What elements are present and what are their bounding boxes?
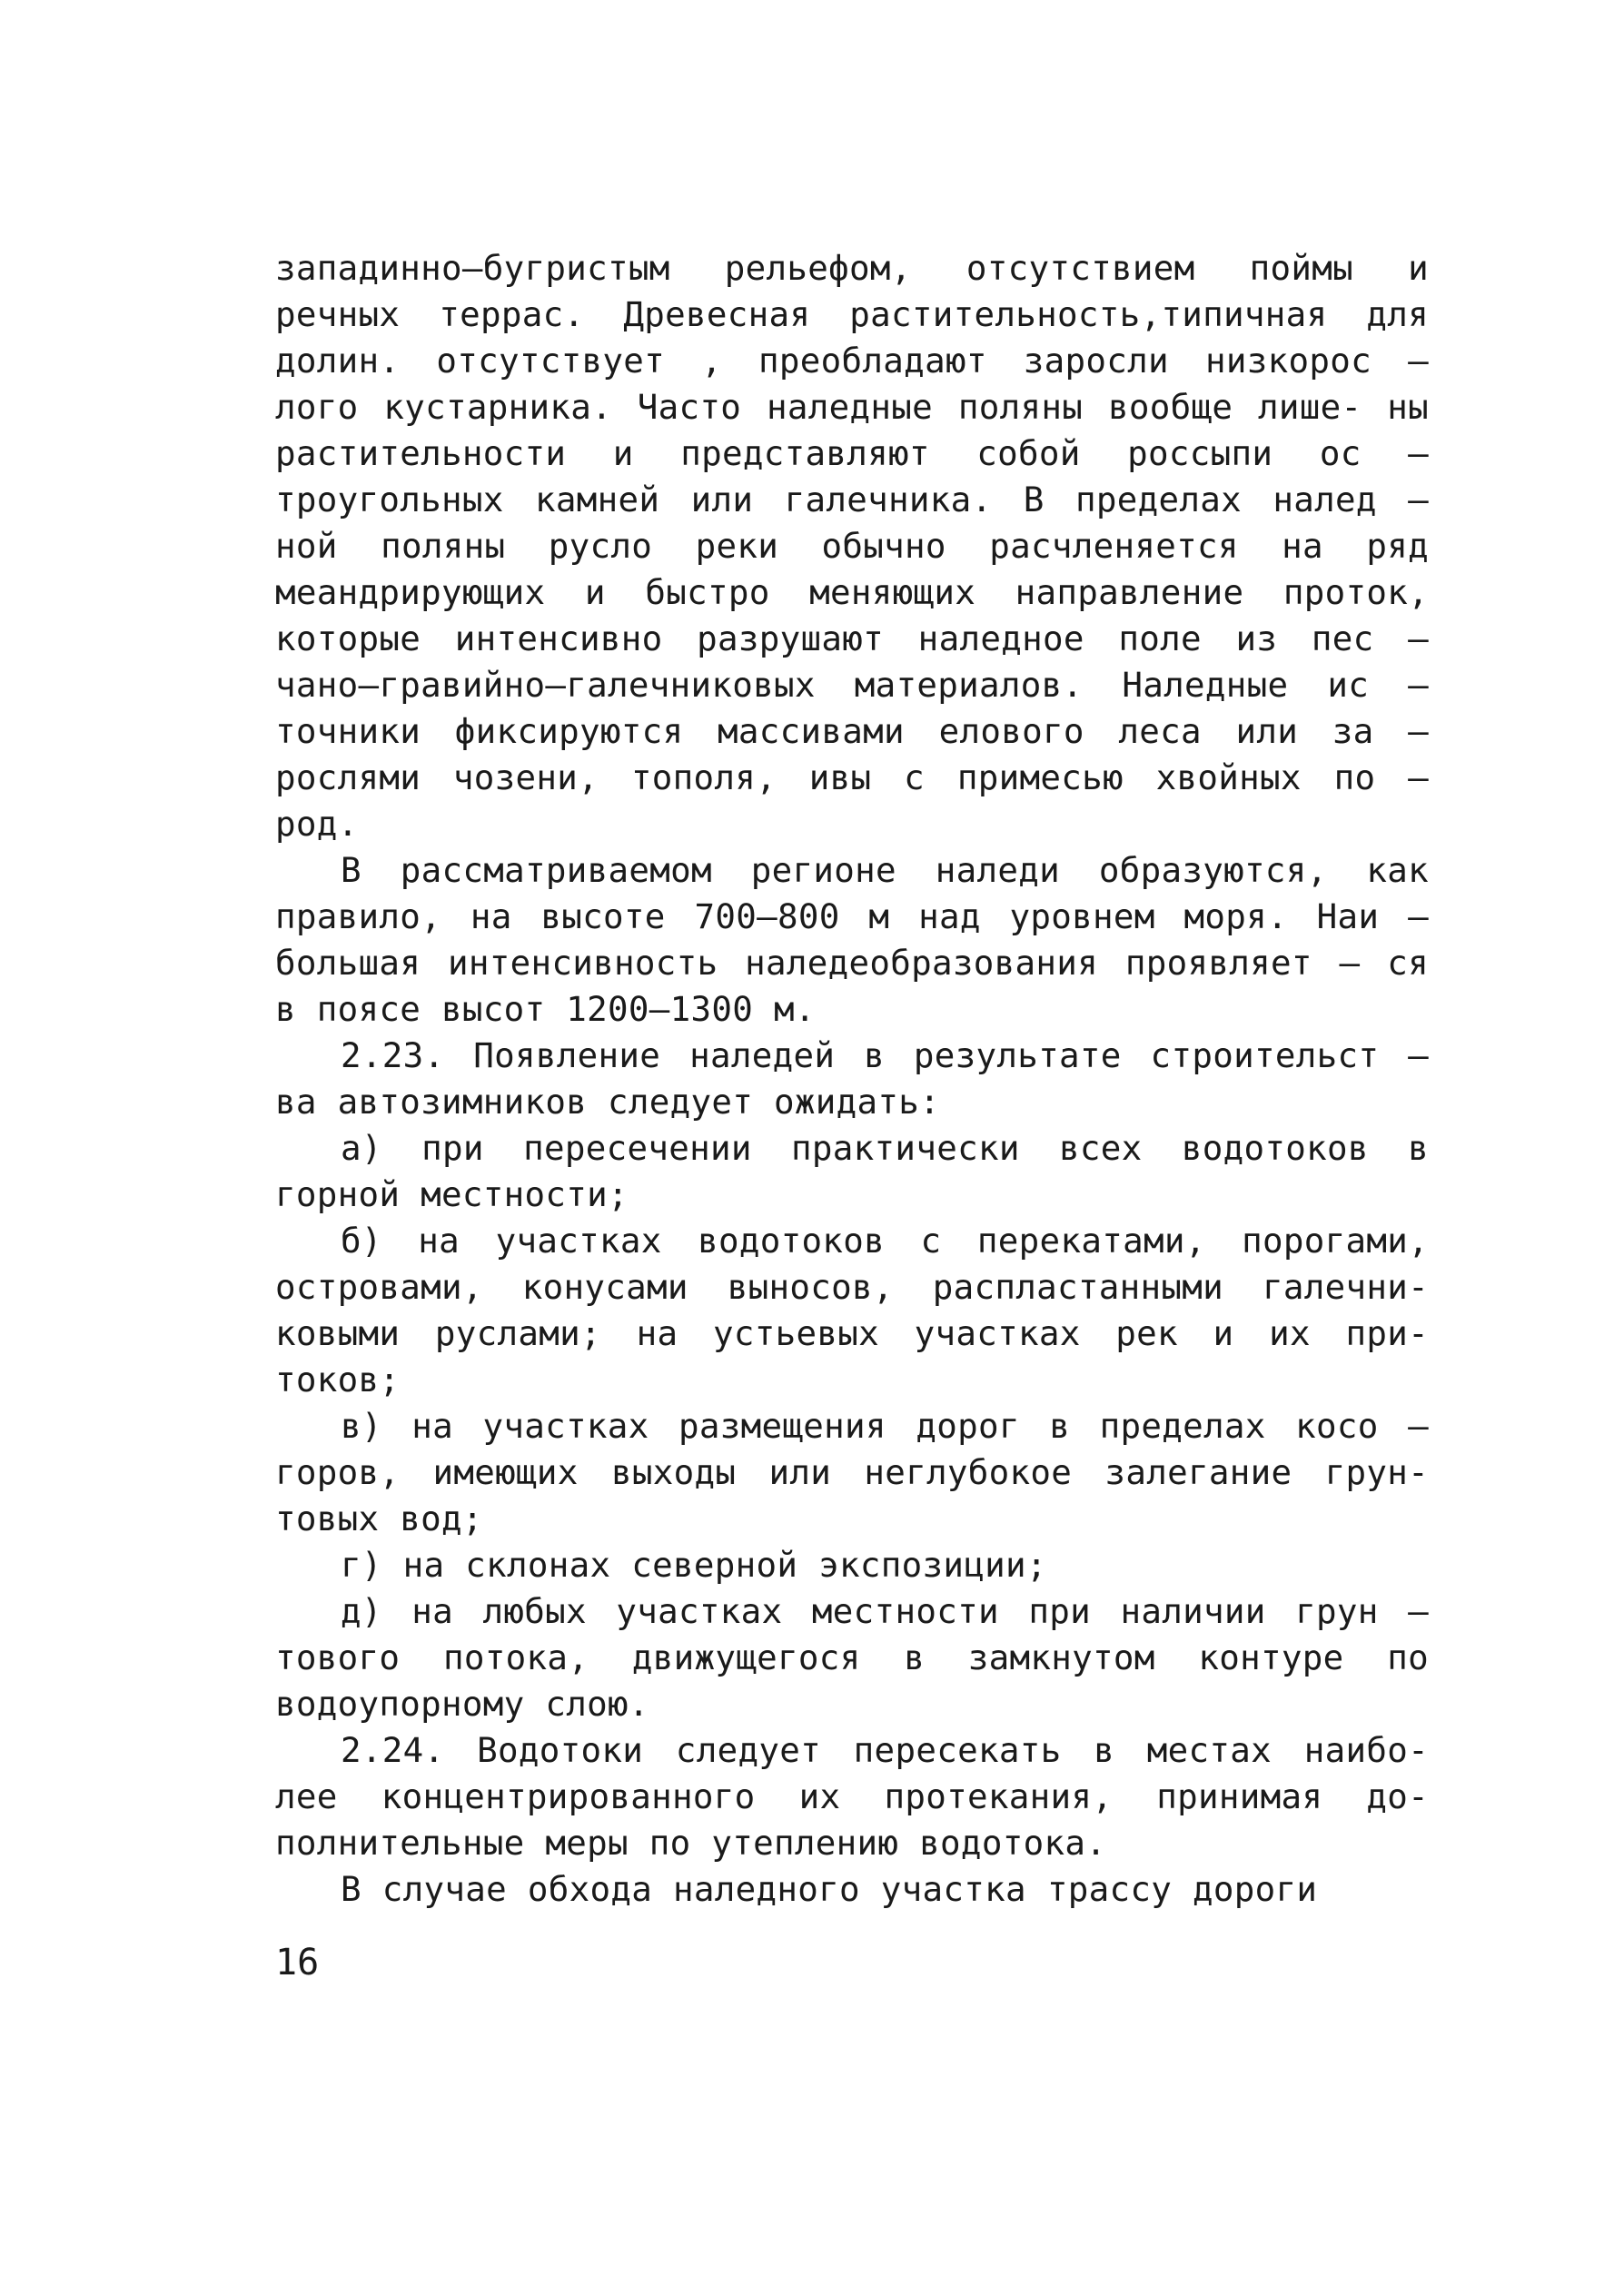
page-number: 16 (275, 1942, 320, 1983)
list-item-v: в) на участках размещения дорог в пределах косо – горов, имеющих выходы или неглубокое залегание грун- товых вод; (275, 1406, 1429, 1538)
list-item-a: а) при пересечении практически всех водотоков в горной местности; (275, 1128, 1429, 1214)
list-item-d: д) на любых участках местности при наличии грун – тового потока, движущегося в замкнутом контуре по водоупорному слою. (275, 1591, 1429, 1724)
paragraph-section-2-24: 2.24. Водотоки следует пересекать в местах наибо- лее концентрированного их протекания, принимая до- полнительные меры по утеплению водотока. (275, 1730, 1429, 1863)
paragraph-landscape-description: западинно–бугристым рельефом, отсутствием поймы и речных террас. Древесная растительность,типичная для долин. отсутствует , преобладают заросли низкорос – лого кустарника. Часто наледные поляны вообще лише- ны растительности и представляют собой россыпи ос – троугольных камней или галечника. В пределах налед – ной поляны русло реки обычно расчленяется на ряд меандрирующих и быстро меняющих направление проток, которые интенсивно разрушают наледное поле из пес – чано–гравийно–галечниковых материалов. Наледные ис – точники фиксируются массивами елового леса или за – рослями чозени, тополя, ивы с примесью хвойных по – род. (275, 248, 1429, 844)
list-item-g: г) на склонах северной экспозиции; (341, 1545, 1047, 1585)
paragraph-bypass: В случае обхода наледного участка трассу дороги (341, 1869, 1318, 1909)
list-item-b: б) на участках водотоков с перекатами, порогами, островами, конусами выносов, распластанными галечни- ковыми руслами; на устьевых участках рек и их при- токов; (275, 1221, 1429, 1400)
paragraph-section-2-23: 2.23. Появление наледей в результате строительст – ва автозимников следует ожидать: (275, 1035, 1429, 1122)
paragraph-altitude: В рассматриваемом регионе наледи образуются, как правило, на высоте 700–800 м над уровнем моря. Наи – большая интенсивность наледеобразования проявляет – ся в поясе высот 1200–1300 м. (275, 850, 1429, 1029)
body-text (275, 245, 1429, 1913)
